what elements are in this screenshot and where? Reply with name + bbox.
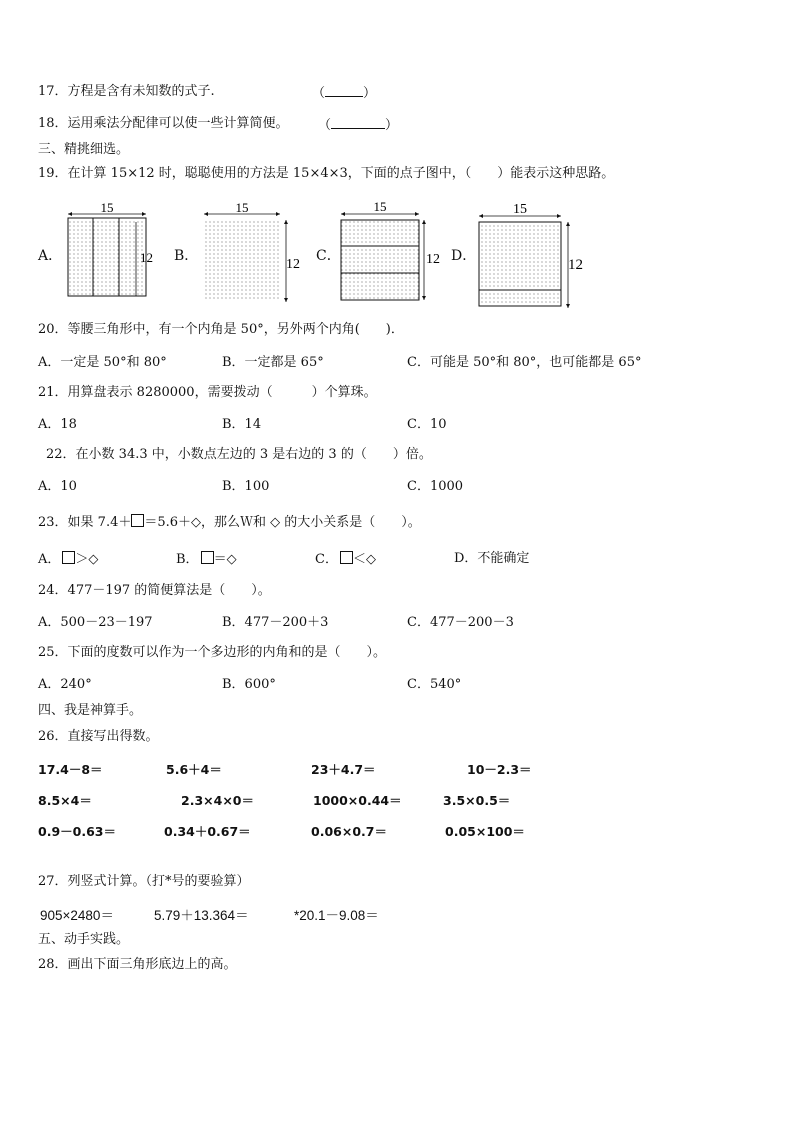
vertical-calc-item[interactable]: 5.79＋13.364＝: [154, 908, 249, 923]
question-20-text: 20．等腰三角形中，有一个内角是 50°，另外两个内角( )．: [38, 322, 404, 337]
option-19-b-label[interactable]: B．: [174, 248, 199, 264]
section-4-heading: 四、我是神算手。: [38, 703, 143, 718]
answer-blank-17[interactable]: （ ）: [312, 86, 377, 101]
calc-item[interactable]: 0.9－0.63＝: [38, 824, 116, 839]
dim-side-d: 12: [568, 257, 583, 273]
calc-item[interactable]: 0.34＋0.67＝: [164, 824, 251, 839]
option-25-a[interactable]: A．240°: [38, 677, 92, 692]
question-25-text: 25．下面的度数可以作为一个多边形的内角和的是（ ）。: [38, 645, 387, 660]
question-21-text: 21．用算盘表示 8280000，需要拨动（ ）个算珠。: [38, 385, 377, 400]
option-25-c[interactable]: C．540°: [407, 677, 462, 692]
calc-item[interactable]: 0.05×100＝: [445, 824, 525, 839]
question-27-text: 27．列竖式计算。（打*号的要验算）: [38, 874, 250, 889]
option-21-b[interactable]: B．14: [222, 417, 262, 432]
question-18-text: 18．运用乘法分配律可以使一些计算简便。: [38, 116, 289, 131]
calc-item[interactable]: 23＋4.7＝: [311, 762, 376, 777]
dim-side-c: 12: [426, 252, 440, 267]
calc-item[interactable]: 5.6＋4＝: [166, 762, 222, 777]
option-24-c[interactable]: C．477－200－3: [407, 615, 514, 630]
option-22-a[interactable]: A．10: [38, 479, 77, 494]
option-20-a[interactable]: A．一定是 50°和 80°: [38, 355, 167, 370]
dot-diagram-b[interactable]: [204, 200, 300, 302]
question-17-text: 17．方程是含有未知数的式子.: [38, 84, 215, 99]
option-21-c[interactable]: C．10: [407, 417, 447, 432]
question-28-text: 28．画出下面三角形底边上的高。: [38, 957, 237, 972]
calc-item[interactable]: 17.4－8＝: [38, 762, 103, 777]
calc-item[interactable]: 0.06×0.7＝: [311, 824, 387, 839]
calc-item[interactable]: 8.5×4＝: [38, 793, 92, 808]
calc-item[interactable]: 2.3×4×0＝: [181, 793, 254, 808]
option-22-b[interactable]: B．100: [222, 479, 270, 494]
calc-item[interactable]: 10－2.3＝: [467, 762, 532, 777]
option-23-b[interactable]: B． ＝◇: [176, 552, 237, 567]
calc-item[interactable]: 3.5×0.5＝: [443, 793, 511, 808]
dim-top-a: 15: [100, 200, 114, 215]
square-box-icon: [62, 551, 75, 564]
answer-blank-18[interactable]: （ ）: [318, 118, 399, 133]
dot-diagram-c[interactable]: [341, 199, 440, 300]
dim-top-c: 15: [373, 199, 387, 214]
dim-top-d: 15: [513, 202, 527, 217]
option-25-b[interactable]: B．600°: [222, 677, 276, 692]
section-5-heading: 五、动手实践。: [38, 932, 130, 947]
vertical-calc-item[interactable]: 905×2480＝: [40, 908, 114, 923]
option-24-b[interactable]: B．477－200＋3: [222, 615, 329, 630]
dot-diagram-d[interactable]: [479, 202, 583, 308]
option-19-d-label[interactable]: D．: [451, 248, 477, 264]
option-24-a[interactable]: A．500－23－197: [38, 615, 153, 630]
option-22-c[interactable]: C．1000: [407, 479, 464, 494]
option-19-c-label[interactable]: C．: [316, 248, 341, 264]
option-20-c[interactable]: C．可能是 50°和 80°，也可能都是 65°: [407, 355, 642, 370]
option-23-d[interactable]: D．不能确定: [454, 551, 530, 566]
question-26-text: 26．直接写出得数。: [38, 729, 159, 744]
option-23-a[interactable]: A． ＞◇: [38, 552, 99, 567]
option-19-a-label[interactable]: A．: [38, 248, 63, 264]
dot-diagram-a[interactable]: [68, 200, 153, 296]
option-20-b[interactable]: B．一定都是 65°: [222, 355, 324, 370]
dot-diagrams: [0, 0, 794, 320]
option-23-c[interactable]: C． ＜◇: [315, 552, 376, 567]
square-box-icon: [340, 551, 353, 564]
square-box-icon: [131, 514, 144, 527]
square-box-icon: [201, 551, 214, 564]
question-24-text: 24．477－197 的简便算法是（ ）。: [38, 583, 271, 598]
dim-top-b: 15: [235, 200, 249, 215]
question-23-text: 23．如果 7.4＋ ＝5.6＋◇，那么Ｗ和 ◇ 的大小关系是（ ）。: [38, 515, 421, 530]
question-19-text: 19．在计算 15×12 时，聪聪使用的方法是 15×4×3，下面的点子图中，（ ）能表示这种思路。: [38, 166, 615, 181]
question-22-text: 22．在小数 34.3 中，小数点左边的 3 是右边的 3 的（ ）倍。: [46, 447, 432, 462]
calc-item[interactable]: 1000×0.44＝: [313, 793, 402, 808]
section-3-heading: 三、精挑细选。: [38, 142, 130, 157]
vertical-calc-item[interactable]: *20.1－9.08＝: [294, 908, 379, 923]
dim-side-b: 12: [286, 257, 300, 272]
dim-side-a: 12: [140, 250, 153, 265]
option-21-a[interactable]: A．18: [38, 417, 77, 432]
